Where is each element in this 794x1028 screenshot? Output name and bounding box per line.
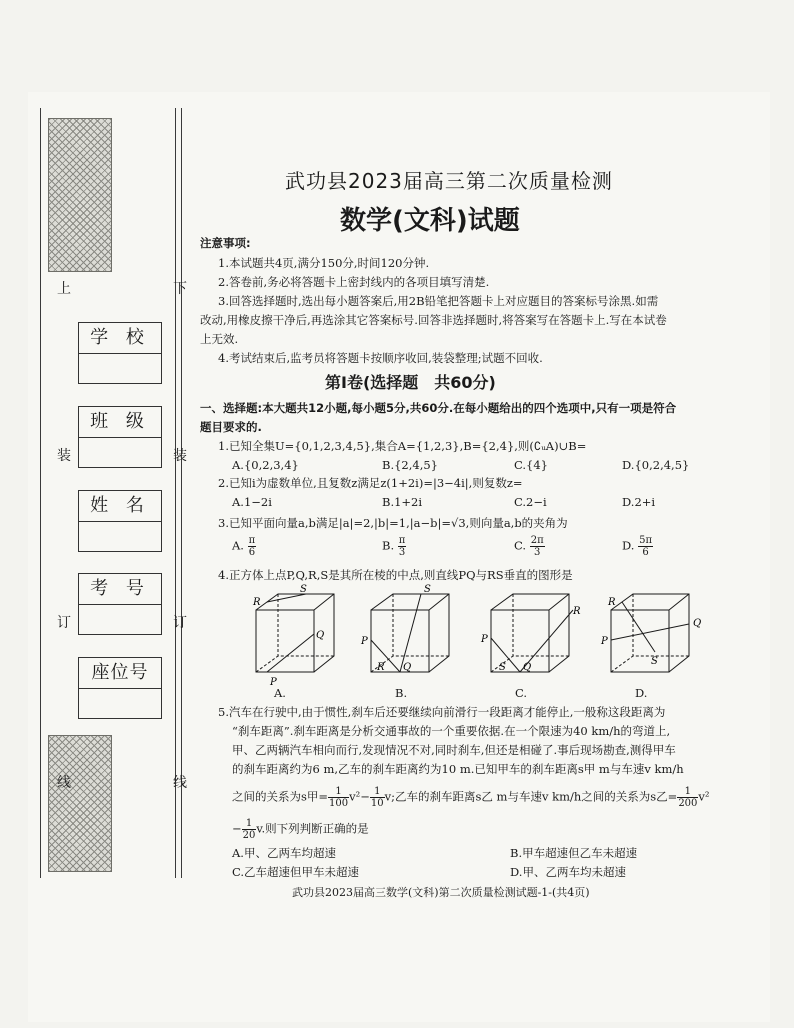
margin-char-left-3: 订 bbox=[57, 615, 71, 631]
cube-a-point-p: P bbox=[270, 677, 277, 688]
margin-char-right-3: 订 bbox=[173, 615, 187, 631]
q2-stem: 2.已知i为虚数单位,且复数z满足z(1+2i)=|3−4i|,则复数z= bbox=[218, 476, 523, 490]
q3-option-c-fraction bbox=[530, 535, 545, 558]
q5-option-b: B.甲车超速但乙车未超速 bbox=[510, 846, 638, 860]
q3-option-a-num: π bbox=[248, 535, 256, 546]
cube-b-point-q: Q bbox=[403, 662, 412, 673]
q5-option-d: D.甲、乙两车均未超速 bbox=[510, 865, 626, 879]
q5-line-5-part-b: v²− bbox=[349, 789, 370, 804]
cube-b-point-p: P bbox=[361, 636, 368, 647]
cube-a-svg bbox=[250, 584, 340, 688]
seat-number-label: 座位号 bbox=[79, 658, 161, 689]
section-heading: 第Ⅰ卷(选择题 共60分) bbox=[325, 373, 496, 392]
q5-option-a: A.甲、乙两车均超速 bbox=[232, 846, 336, 860]
cube-a-point-q: Q bbox=[316, 630, 325, 641]
binding-line-right-2 bbox=[181, 108, 182, 878]
q5-fraction-10 bbox=[370, 786, 385, 809]
cube-a-point-r: R bbox=[253, 597, 261, 608]
q3-option-b bbox=[382, 535, 406, 558]
q3-option-b-num: π bbox=[398, 535, 406, 546]
q5-fraction-200-num: 1 bbox=[677, 786, 698, 798]
q5-fraction-10-den: 10 bbox=[370, 798, 384, 809]
q1-option-b: B.{2,4,5} bbox=[382, 458, 439, 472]
q1-option-d: D.{0,2,4,5} bbox=[622, 458, 690, 472]
note-line-3: 3.回答选择题时,选出每小题答案后,用2B铅笔把答题卡上对应题目的答案标号涂黑.如需 bbox=[218, 294, 659, 308]
exam-number-field[interactable] bbox=[78, 573, 162, 635]
q5-line-5-part-d: v² bbox=[698, 789, 710, 804]
cube-c-point-s: S bbox=[499, 662, 506, 673]
margin-char-right-4: 线 bbox=[173, 775, 187, 791]
cube-c-point-r: R bbox=[573, 606, 581, 617]
q2-option-a: A.1−2i bbox=[232, 495, 272, 509]
q3-option-d-fraction bbox=[638, 535, 653, 558]
binding-line-right-1 bbox=[175, 108, 176, 878]
note-line-1: 1.本试题共4页,满分150分,时间120分钟. bbox=[218, 256, 430, 270]
q5-line-1: 5.汽车在行驶中,由于惯性,刹车后还要继续向前滑行一段距离才能停止,一般称这段距离为 bbox=[218, 705, 666, 719]
cube-a-label: A. bbox=[274, 686, 286, 700]
cube-d-svg bbox=[601, 588, 702, 688]
binding-line-left bbox=[40, 108, 41, 878]
q3-option-d-letter: D. bbox=[622, 538, 635, 553]
q2-option-d: D.2+i bbox=[622, 495, 656, 509]
cube-b-label: B. bbox=[395, 686, 408, 700]
note-line-5: 上无效. bbox=[200, 332, 239, 346]
note-line-6: 4.考试结束后,监考员将答题卡按顺序收回,装袋整理;试题不回收. bbox=[218, 351, 543, 365]
margin-char-left-1: 上 bbox=[57, 281, 71, 297]
q1-option-a: A.{0,2,3,4} bbox=[232, 458, 299, 472]
cube-c-point-q: Q bbox=[523, 662, 532, 673]
school-field[interactable] bbox=[78, 322, 162, 384]
binding-hatch-top bbox=[48, 118, 112, 272]
q5-line-2: “刹车距离”.刹车距离是分析交通事故的一个重要依据.在一个限速为40 km/h的弯道上, bbox=[232, 724, 671, 738]
q5-line-6-text: v.则下列判断正确的是 bbox=[256, 821, 369, 836]
q5-line-5-part-a: 之间的关系为s甲= bbox=[232, 789, 329, 804]
q5-fraction-20-num: 1 bbox=[242, 818, 257, 830]
margin-char-left-4: 线 bbox=[57, 775, 71, 791]
q4-stem: 4.正方体上点P,Q,R,S是其所在棱的中点,则直线PQ与RS垂直的图形是 bbox=[218, 568, 573, 582]
q5-option-c: C.乙车超速但甲车未超速 bbox=[232, 865, 360, 879]
q5-fraction-20-den: 20 bbox=[242, 830, 256, 841]
cube-figure-b bbox=[361, 584, 455, 700]
q5-fraction-100-den: 100 bbox=[329, 798, 349, 809]
margin-char-right-2: 装 bbox=[173, 448, 187, 464]
cube-figure-c bbox=[481, 588, 581, 700]
school-label: 学 校 bbox=[79, 323, 161, 354]
cube-c-point-p: P bbox=[481, 634, 488, 645]
q5-line-5 bbox=[232, 786, 710, 809]
q3-option-a-den: 6 bbox=[248, 547, 256, 558]
cube-d-point-p: P bbox=[601, 636, 608, 647]
cube-b-svg bbox=[361, 584, 455, 688]
q3-option-d-num: 5π bbox=[639, 535, 653, 546]
cube-b-point-r: R bbox=[377, 662, 385, 673]
class-field[interactable] bbox=[78, 406, 162, 468]
cube-d-label: D. bbox=[635, 686, 648, 700]
q3-option-a bbox=[232, 535, 256, 558]
q5-fraction-20 bbox=[242, 818, 257, 841]
section-intro-line-1: 一、选择题:本大题共12小题,每小题5分,共60分.在每小题给出的四个选项中,只有一项是符合 bbox=[200, 401, 677, 415]
q5-fraction-200-den: 200 bbox=[678, 798, 698, 809]
q5-line-3: 甲、乙两辆汽车相向而行,发现情况不对,同时刹车,但还是相碰了.事后现场勘查,测得甲车 bbox=[232, 743, 676, 757]
q3-option-a-fraction bbox=[248, 535, 257, 558]
cube-figure-a bbox=[250, 584, 340, 700]
cube-d-point-r: R bbox=[608, 597, 616, 608]
seat-number-field[interactable] bbox=[78, 657, 162, 719]
q5-line-6 bbox=[232, 818, 369, 841]
cube-d-point-s: S bbox=[651, 656, 658, 667]
q5-line-6-minus: − bbox=[232, 821, 242, 836]
q3-option-c-den: 3 bbox=[533, 547, 541, 558]
cube-b-point-s: S bbox=[424, 584, 431, 595]
q3-stem: 3.已知平面向量a,b满足|a|=2,|b|=1,|a−b|=√3,则向量a,b的夹角为 bbox=[218, 516, 568, 530]
cube-c-svg bbox=[481, 588, 581, 688]
q5-line-4: 的刹车距离约为6 m,乙车的刹车距离约为10 m.已知甲车的刹车距离s甲 m与车速v km/h bbox=[232, 762, 684, 776]
q3-option-a-letter: A. bbox=[232, 538, 244, 553]
exam-title: 武功县2023届高三第二次质量检测 bbox=[285, 169, 613, 193]
q1-option-c: C.{4} bbox=[514, 458, 548, 472]
margin-char-left-2: 装 bbox=[57, 448, 71, 464]
note-line-2: 2.答卷前,务必将答题卡上密封线内的各项目填写清楚. bbox=[218, 275, 490, 289]
q1-stem: 1.已知全集U={0,1,2,3,4,5},集合A={1,2,3},B={2,4},则(∁ᵤA)∪B= bbox=[218, 439, 587, 453]
cube-c-label: C. bbox=[515, 686, 528, 700]
q3-option-d-den: 6 bbox=[642, 547, 649, 558]
section-intro-line-2: 题目要求的. bbox=[200, 420, 262, 434]
class-label: 班 级 bbox=[79, 407, 161, 438]
page-footer: 武功县2023届高三数学(文科)第二次质量检测试题-1-(共4页) bbox=[292, 886, 590, 899]
q3-option-b-fraction bbox=[398, 535, 407, 558]
subject-title: 数学(文科)试题 bbox=[340, 206, 520, 236]
q3-option-c bbox=[514, 535, 545, 558]
notes-heading: 注意事项: bbox=[200, 236, 251, 250]
q5-line-5-part-c: v;乙车的刹车距离s乙 m与车速v km/h之间的关系为s乙= bbox=[384, 789, 678, 804]
q3-option-b-den: 3 bbox=[398, 547, 406, 558]
q3-option-c-letter: C. bbox=[514, 538, 527, 553]
binding-hatch-bottom bbox=[48, 735, 112, 872]
q2-option-c: C.2−i bbox=[514, 495, 547, 509]
q3-option-d bbox=[622, 535, 653, 558]
q2-option-b: B.1+2i bbox=[382, 495, 423, 509]
name-field[interactable] bbox=[78, 490, 162, 552]
q3-option-b-letter: B. bbox=[382, 538, 395, 553]
note-line-4: 改动,用橡皮擦干净后,再选涂其它答案标号.回答非选择题时,将答案写在答题卡上.写在本试卷 bbox=[200, 313, 667, 327]
q5-fraction-100-num: 1 bbox=[328, 786, 349, 798]
cube-d-point-q: Q bbox=[693, 618, 702, 629]
q5-fraction-10-num: 1 bbox=[370, 786, 385, 798]
margin-char-right-1: 下 bbox=[173, 281, 187, 297]
cube-a-point-s: S bbox=[300, 584, 307, 595]
q3-option-c-num: 2π bbox=[530, 535, 544, 546]
exam-number-label: 考 号 bbox=[79, 574, 161, 605]
q5-fraction-100 bbox=[328, 786, 349, 809]
q5-fraction-200 bbox=[677, 786, 698, 809]
cube-figure-d bbox=[601, 588, 702, 700]
name-label: 姓 名 bbox=[79, 491, 161, 522]
